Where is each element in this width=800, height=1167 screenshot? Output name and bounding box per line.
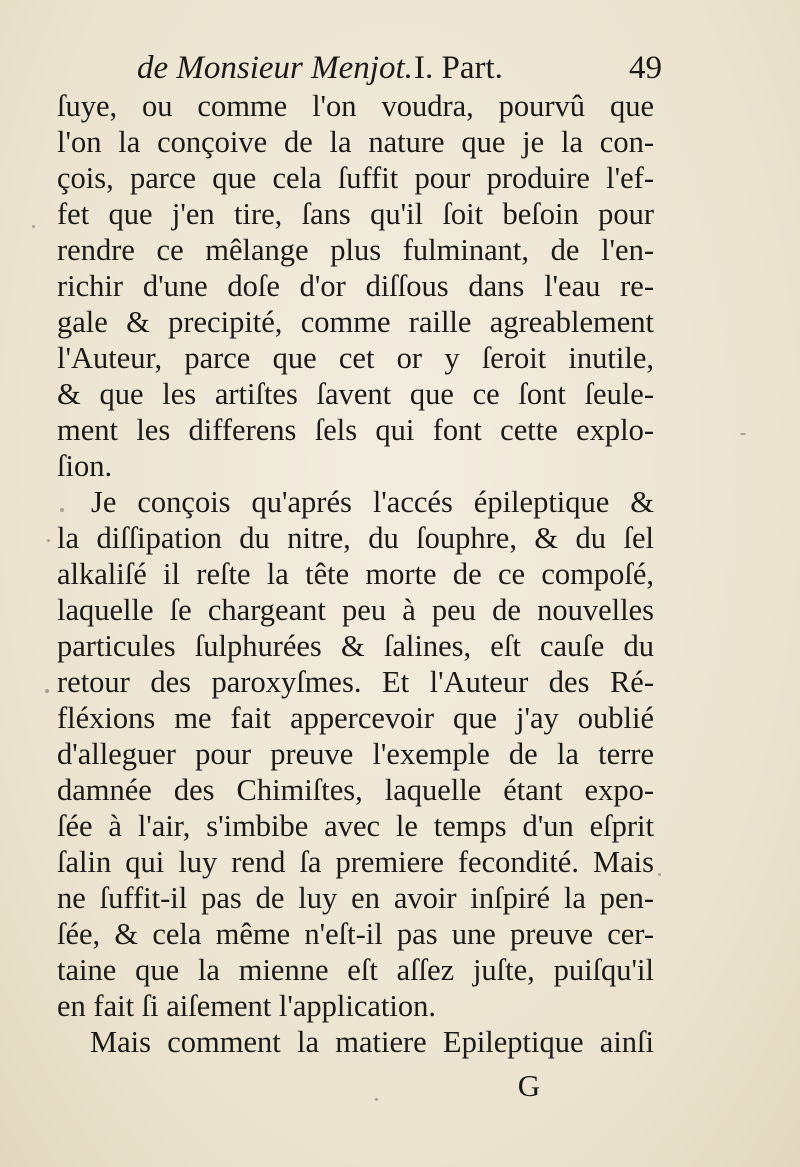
- text-line: fléxions me fait appercevoir que j'ay oublié: [57, 701, 654, 735]
- paragraph-start-line: Mais comment la matiere Epileptique ainſi: [90, 1025, 654, 1059]
- text-line: ment les differens ſels qui font cette explo-: [57, 413, 654, 447]
- page-number: 49: [629, 50, 662, 86]
- text-line: taine que la mienne eſt aſſez juſte, puiſqu'il: [57, 953, 654, 987]
- paper-speck: [375, 1098, 378, 1101]
- text-line: d'alleguer pour preuve l'exemple de la terre: [57, 737, 654, 771]
- text-line: laquelle ſe chargeant peu à peu de nouvelles: [57, 593, 654, 627]
- body-text: [57, 88, 654, 1060]
- text-line: rendre ce mêlange plus fulminant, de l'en-: [57, 233, 654, 267]
- paper-speck: [45, 689, 49, 693]
- text-line: l'on la conçoive de la nature que je la con-: [57, 125, 654, 159]
- text-line: damnée des Chimiſtes, laquelle étant expo-: [57, 773, 654, 807]
- paper-speck: [32, 225, 35, 228]
- text-line: la diſſipation du nitre, du ſouphre, & du ſel: [57, 521, 654, 555]
- paper-speck: [60, 508, 64, 512]
- text-line: ſée, & cela même n'eſt-il pas une preuve cer-: [57, 917, 654, 951]
- text-line: alkaliſé il reſte la tête morte de ce compoſé,: [57, 557, 654, 591]
- text-line: retour des paroxyſmes. Et l'Auteur des Ré-: [57, 665, 654, 699]
- text-line: & que les artiſtes ſavent que ce ſont ſeule-: [57, 377, 654, 411]
- paragraph-start-line: Je conçois qu'aprés l'accés épileptique &: [91, 485, 654, 519]
- text-line: l'Auteur, parce que cet or y ſeroit inutile,: [57, 341, 654, 375]
- text-line: en fait ſi aiſement l'application.: [57, 989, 436, 1023]
- running-title: de Monsieur Menjot.: [137, 50, 413, 86]
- text-line: ne ſuffit-il pas de luy en avoir inſpiré la pen-: [57, 881, 654, 915]
- text-line: ſée à l'air, s'imbibe avec le temps d'un eſprit: [57, 809, 654, 843]
- signature-mark: G: [517, 1068, 541, 1103]
- text-line: ſuye, ou comme l'on voudra, pourvû que: [57, 89, 654, 123]
- text-line: ſalin qui luy rend ſa premiere fecondité. Mais: [57, 845, 654, 879]
- paper-speck: [658, 873, 661, 876]
- text-line: ſion.: [57, 449, 113, 483]
- text-line: gale & precipité, comme raille agreablement: [57, 305, 654, 339]
- text-line: richir d'une doſe d'or diſſous dans l'eau re-: [57, 269, 654, 303]
- text-line: çois, parce que cela ſuffit pour produire l'ef-: [57, 161, 654, 195]
- text-line: particules ſulphurées & ſalines, eſt cauſe du: [57, 629, 654, 663]
- paper-speck: [740, 433, 746, 435]
- paper-speck: [47, 539, 50, 542]
- part-label: I. Part.: [414, 50, 503, 86]
- text-line: fet que j'en tire, ſans qu'il ſoit beſoin pour: [57, 197, 654, 231]
